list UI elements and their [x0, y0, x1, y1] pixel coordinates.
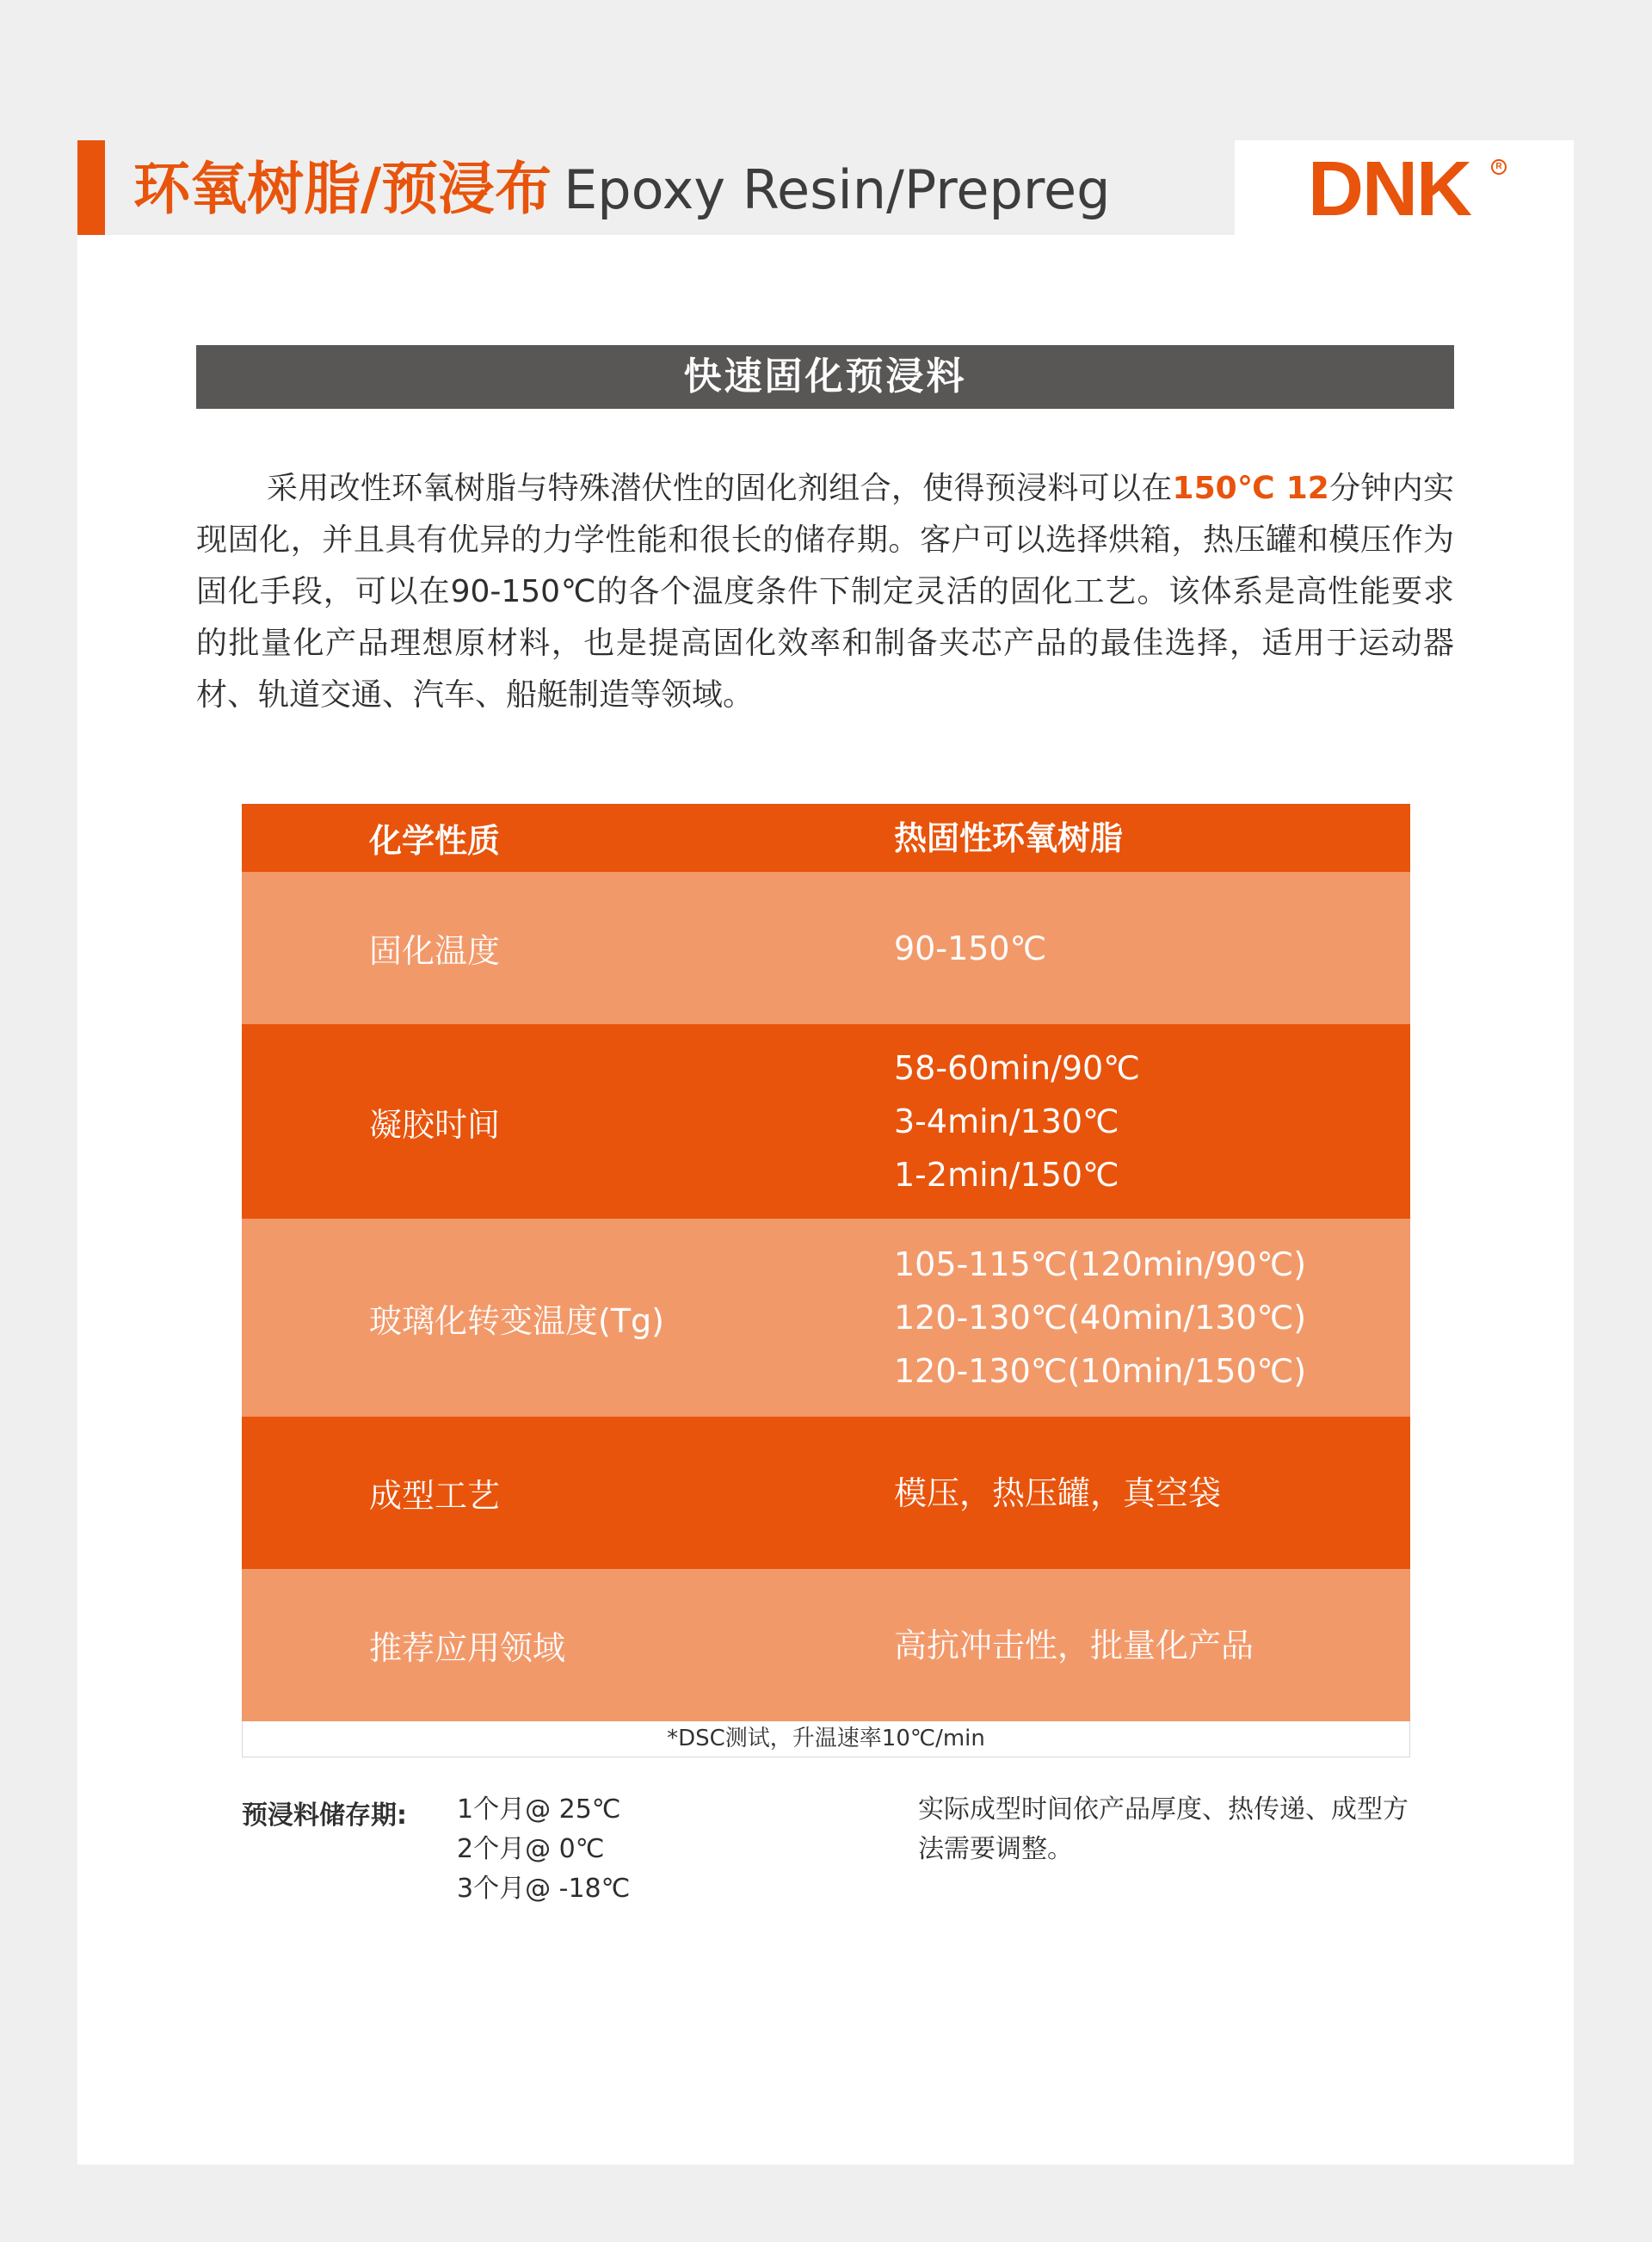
row-label: 成型工艺	[369, 1477, 501, 1515]
row-value-line: 3-4min/130℃	[894, 1102, 1119, 1140]
intro-text-1: 采用改性环氧树脂与特殊潜伏性的固化剂组合，使得预浸料可以在	[267, 471, 1173, 506]
registered-mark-icon: R	[1491, 159, 1507, 175]
table-row	[242, 872, 1410, 1024]
storage-item: 2个月@ 0℃	[457, 1834, 605, 1864]
row-label: 固化温度	[369, 932, 501, 970]
storage-item: 3个月@ -18℃	[457, 1874, 631, 1904]
process-note: 实际成型时间依产品厚度、热传递、成型方法需要调整。	[918, 1794, 1409, 1864]
storage-item: 1个月@ 25℃	[457, 1794, 621, 1825]
row-value	[894, 1467, 1410, 1520]
row-value-line: 1-2min/150℃	[894, 1156, 1119, 1194]
row-label: 推荐应用领域	[369, 1629, 566, 1667]
table-header-row	[242, 804, 1410, 872]
row-value-line: 高抗冲击性，批量化产品	[894, 1626, 1254, 1665]
title-english: Epoxy Resin/Prepreg	[564, 158, 1111, 221]
intro-text-2: 分钟内实现固化，并且具有优异的力学性能和很长的储存期。客户可以选择烘箱，热压罐和模压作为固化手段，可以在90-150℃的各个温度条件下制定灵活的固化工艺。该体系是高性能要求的批量化产品理想原材料，也是提高固化效率和制备夹芯产品的最佳选择，适用于运动器材、轨道交通、汽车、船艇制造等领域。	[196, 471, 1454, 713]
table-row	[242, 1569, 1410, 1721]
table-footnote: *DSC测试，升温速率10℃/min	[242, 1721, 1410, 1757]
storage-list	[457, 1790, 630, 1909]
row-label: 凝胶时间	[369, 1105, 501, 1144]
row-value	[894, 1619, 1410, 1672]
row-value-line: 90-150℃	[894, 929, 1047, 967]
section-title: 快速固化预浸料	[196, 345, 1454, 409]
intro-paragraph	[196, 463, 1454, 721]
table-header-value: 热固性环氧树脂	[894, 818, 1124, 857]
table-row	[242, 1417, 1410, 1569]
row-value-line: 105-115℃(120min/90℃)	[894, 1245, 1307, 1283]
row-value	[894, 1041, 1410, 1201]
table-header-property: 化学性质	[369, 822, 501, 860]
intro-highlight: 150℃ 12	[1172, 471, 1329, 506]
row-value-line: 58-60min/90℃	[894, 1049, 1140, 1087]
storage-label: 预浸料储存期:	[242, 1800, 407, 1831]
table-row	[242, 1219, 1410, 1417]
title-chinese: 环氧树脂/预浸布	[133, 156, 552, 222]
row-value-line: 120-130℃(10min/150℃)	[894, 1352, 1307, 1390]
table-row	[242, 1024, 1410, 1219]
row-label: 玻璃化转变温度(Tg)	[369, 1301, 664, 1340]
row-value-line: 模压，热压罐，真空袋	[894, 1473, 1222, 1512]
row-value	[894, 922, 1410, 975]
spec-table	[242, 804, 1410, 1757]
dnk-logo: DNK	[1308, 146, 1470, 232]
document-title	[133, 146, 1110, 232]
header-accent-bar	[77, 140, 105, 235]
row-value-line: 120-130℃(40min/130℃)	[894, 1299, 1307, 1337]
row-value	[894, 1238, 1410, 1398]
